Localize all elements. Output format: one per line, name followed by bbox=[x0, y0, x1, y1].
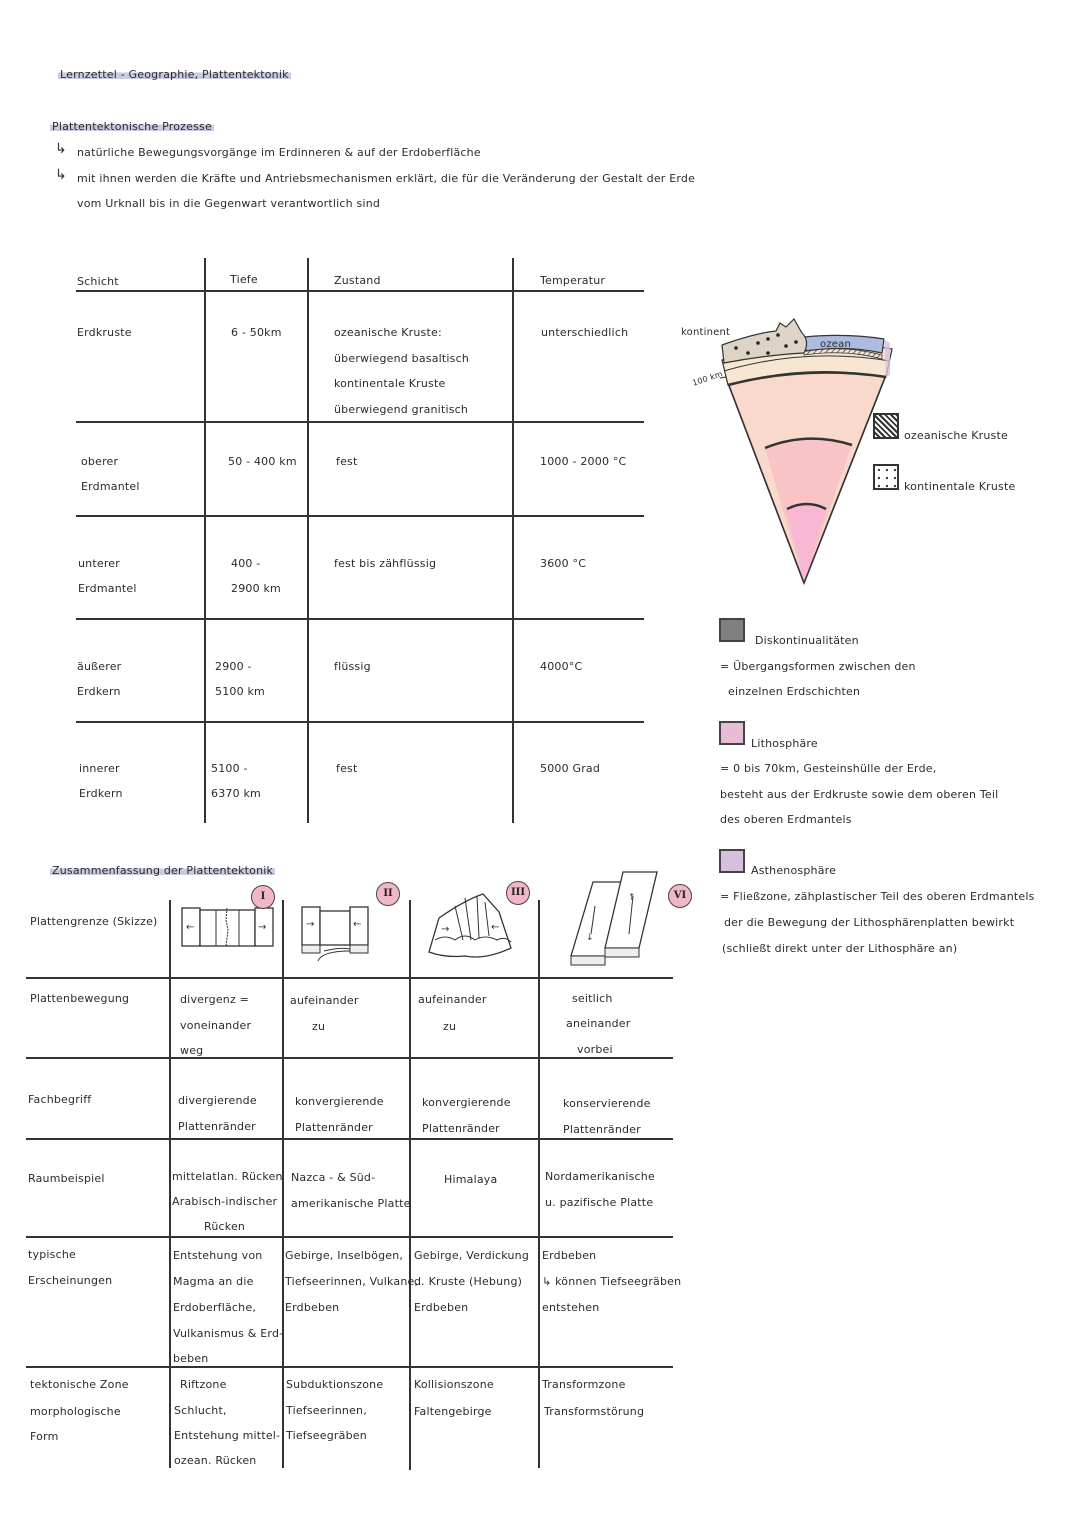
table-cell: aneinander bbox=[566, 1017, 631, 1030]
section-heading-summary: Zusammenfassung der Plattentektonik bbox=[52, 864, 274, 877]
earth-layers-diagram bbox=[676, 315, 906, 590]
table-cell: Erdbeben bbox=[542, 1249, 597, 1262]
column-header-zustand: Zustand bbox=[334, 274, 381, 287]
table-cell: Erdbeben bbox=[285, 1301, 340, 1314]
table-cell: Entstehung mittel- bbox=[174, 1429, 281, 1442]
table-cell: amerikanische Platte bbox=[291, 1197, 411, 1210]
svg-text:→: → bbox=[306, 919, 315, 930]
table-cell: 400 - bbox=[231, 557, 261, 570]
row-label: tektonische Zone bbox=[30, 1378, 129, 1391]
table-cell: entstehen bbox=[542, 1301, 600, 1314]
table-cell: Riftzone bbox=[180, 1378, 227, 1391]
table-cell: überwiegend granitisch bbox=[334, 403, 469, 416]
label-depth: 100 km bbox=[691, 369, 724, 388]
table-cell: 4000°C bbox=[540, 660, 583, 673]
table-cell: fest bis zähflüssig bbox=[334, 557, 437, 570]
legend-title-discontinuity: Diskontinualitäten bbox=[755, 634, 859, 647]
roman-numeral-badge: II bbox=[376, 882, 400, 906]
table-cell: Nazca - & Süd- bbox=[291, 1171, 376, 1184]
svg-text:→: → bbox=[441, 924, 450, 935]
table-cell: Arabisch-indischer bbox=[172, 1195, 278, 1208]
row-label: Raumbeispiel bbox=[28, 1172, 105, 1185]
legend-title-lithosphere: Lithosphäre bbox=[751, 737, 818, 750]
column-header-tiefe: Tiefe bbox=[230, 273, 258, 286]
table-cell: 2900 - bbox=[215, 660, 252, 673]
legend-text: (schließt direkt unter der Lithosphäre an) bbox=[722, 942, 958, 955]
table-cell: kontinentale Kruste bbox=[334, 377, 446, 390]
table-cell: ozeanische Kruste: bbox=[334, 326, 442, 339]
arrow-return-icon: ↳ bbox=[55, 167, 67, 183]
table-cell: Faltengebirge bbox=[414, 1405, 492, 1418]
table-cell: vorbei bbox=[577, 1043, 613, 1056]
table-cell: mittelatlan. Rücken bbox=[172, 1170, 283, 1183]
table-cell: Erdmantel bbox=[78, 582, 137, 595]
row-label: typische bbox=[28, 1248, 76, 1261]
hatched-swatch-icon bbox=[873, 413, 899, 439]
table-cell: Gebirge, Inselbögen, bbox=[285, 1249, 404, 1262]
row-label: Erscheinungen bbox=[28, 1274, 113, 1287]
table-cell: Magma an die bbox=[173, 1275, 254, 1288]
table-cell: Subduktionszone bbox=[286, 1378, 384, 1391]
table-cell: 5100 km bbox=[215, 685, 265, 698]
table-cell: Rücken bbox=[204, 1220, 246, 1233]
svg-text:→: → bbox=[258, 922, 267, 933]
table-cell: Kollisionszone bbox=[414, 1378, 494, 1391]
row-label: morphologische bbox=[30, 1405, 121, 1418]
table-cell: Erdmantel bbox=[81, 480, 140, 493]
legend-text: = Übergangsformen zwischen den bbox=[720, 660, 916, 673]
page-title: Lernzettel - Geographie, Plattentektonik bbox=[60, 68, 289, 81]
legend-text: besteht aus der Erdkruste sowie dem oberen Teil bbox=[720, 788, 999, 801]
convergent-subduction-sketch bbox=[300, 903, 375, 963]
table-cell: Vulkanismus & Erd- bbox=[173, 1327, 284, 1340]
table-cell: Plattenränder bbox=[563, 1123, 641, 1136]
table-cell: Tiefseerinnen, Vulkane, bbox=[285, 1275, 419, 1288]
table-cell: weg bbox=[180, 1044, 204, 1057]
table-cell: seitlich bbox=[572, 992, 613, 1005]
table-cell: konvergierende bbox=[295, 1095, 384, 1108]
table-cell: 1000 - 2000 °C bbox=[540, 455, 627, 468]
table-cell: unterschiedlich bbox=[541, 326, 629, 339]
table-cell: 3600 °C bbox=[540, 557, 587, 570]
table-cell: Schlucht, bbox=[174, 1404, 227, 1417]
column-header-schicht: Schicht bbox=[77, 275, 119, 288]
table-cell: ozean. Rücken bbox=[174, 1454, 257, 1467]
legend-text: des oberen Erdmantels bbox=[720, 813, 852, 826]
label-ozean: ozean bbox=[820, 339, 851, 350]
column-header-temperatur: Temperatur bbox=[540, 274, 606, 287]
table-cell: Erdbeben bbox=[414, 1301, 469, 1314]
table-cell: Entstehung von bbox=[173, 1249, 263, 1262]
table-cell: Erdkruste bbox=[77, 326, 132, 339]
table-cell: voneinander bbox=[180, 1019, 252, 1032]
table-cell: u. pazifische Platte bbox=[545, 1196, 654, 1209]
table-cell: 50 - 400 km bbox=[228, 455, 297, 468]
table-cell: innerer bbox=[79, 762, 120, 775]
legend-continental-crust: kontinentale Kruste bbox=[904, 480, 1016, 493]
table-cell: aufeinander bbox=[418, 993, 487, 1006]
table-cell: 6 - 50km bbox=[231, 326, 282, 339]
roman-numeral-badge: I bbox=[251, 885, 275, 909]
roman-numeral-badge: VI bbox=[668, 884, 692, 908]
section-heading-processes: Plattentektonische Prozesse bbox=[52, 120, 212, 133]
roman-numeral-badge: III bbox=[506, 881, 530, 905]
svg-text:←: ← bbox=[186, 922, 195, 933]
table-cell: Nordamerikanische bbox=[545, 1170, 655, 1183]
table-cell: Plattenränder bbox=[295, 1121, 373, 1134]
discontinuity-swatch-icon bbox=[719, 618, 745, 642]
table-cell: 5000 Grad bbox=[540, 762, 601, 775]
table-cell: Himalaya bbox=[444, 1173, 498, 1186]
table-cell: divergierende bbox=[178, 1094, 257, 1107]
lithosphere-swatch-icon bbox=[719, 721, 745, 745]
table-cell: flüssig bbox=[334, 660, 371, 673]
collision-mountain-sketch bbox=[425, 890, 515, 960]
table-cell: Tiefseegräben bbox=[286, 1429, 367, 1442]
row-label: Form bbox=[30, 1430, 59, 1443]
table-cell: fest bbox=[336, 455, 358, 468]
table-cell: d. Kruste (Hebung) bbox=[414, 1275, 523, 1288]
svg-text:↑: ↑ bbox=[628, 893, 636, 903]
table-cell: Erdkern bbox=[79, 787, 123, 800]
table-cell: zu bbox=[312, 1020, 326, 1033]
intro-bullet-2: mit ihnen werden die Kräfte und Antriebsmechanismen erklärt, die für die Veränderung der Gestalt der Erde bbox=[77, 172, 696, 185]
transform-fault-sketch bbox=[565, 868, 665, 968]
table-cell: divergenz = bbox=[180, 993, 250, 1006]
table-cell: konservierende bbox=[563, 1097, 651, 1110]
table-cell: 2900 km bbox=[231, 582, 281, 595]
intro-bullet-2-cont: vom Urknall bis in die Gegenwart verantwortlich sind bbox=[77, 197, 381, 210]
row-label: Plattenbewegung bbox=[30, 992, 130, 1005]
table-cell: ↳ können Tiefseegräben bbox=[542, 1275, 682, 1288]
table-cell: zu bbox=[443, 1020, 457, 1033]
legend-text: der die Bewegung der Lithosphärenplatten bewirkt bbox=[724, 916, 1015, 929]
table-cell: konvergierende bbox=[422, 1096, 511, 1109]
table-cell: beben bbox=[173, 1352, 209, 1365]
table-cell: fest bbox=[336, 762, 358, 775]
arrow-return-icon: ↳ bbox=[55, 141, 67, 157]
legend-text: einzelnen Erdschichten bbox=[728, 685, 861, 698]
table-cell: Tiefseerinnen, bbox=[286, 1404, 367, 1417]
table-cell: 6370 km bbox=[211, 787, 261, 800]
table-cell: Transformstörung bbox=[544, 1405, 645, 1418]
dotted-swatch-icon bbox=[873, 464, 899, 490]
table-cell: Erdoberfläche, bbox=[173, 1301, 257, 1314]
table-cell: Transformzone bbox=[542, 1378, 626, 1391]
svg-text:↓: ↓ bbox=[586, 933, 594, 943]
svg-text:←: ← bbox=[491, 922, 500, 933]
table-cell: Erdkern bbox=[77, 685, 121, 698]
table-cell: aufeinander bbox=[290, 994, 359, 1007]
table-cell: 5100 - bbox=[211, 762, 248, 775]
legend-oceanic-crust: ozeanische Kruste bbox=[904, 429, 1008, 442]
legend-title-asthenosphere: Asthenosphäre bbox=[751, 864, 837, 877]
legend-text: = Fließzone, zähplastischer Teil des oberen Erdmantels bbox=[720, 890, 1035, 903]
asthenosphere-swatch-icon bbox=[719, 849, 745, 873]
legend-text: = 0 bis 70km, Gesteinshülle der Erde, bbox=[720, 762, 937, 775]
row-label: Fachbegriff bbox=[28, 1093, 92, 1106]
row-label-sketch: Plattengrenze (Skizze) bbox=[30, 915, 158, 928]
table-cell: äußerer bbox=[77, 660, 122, 673]
table-cell: Plattenränder bbox=[178, 1120, 256, 1133]
table-cell: unterer bbox=[78, 557, 120, 570]
svg-text:←: ← bbox=[353, 919, 362, 930]
label-kontinent: kontinent bbox=[681, 327, 731, 338]
table-cell: überwiegend basaltisch bbox=[334, 352, 470, 365]
table-cell: Plattenränder bbox=[422, 1122, 500, 1135]
intro-bullet-1: natürliche Bewegungsvorgänge im Erdinneren & auf der Erdoberfläche bbox=[77, 146, 481, 159]
table-cell: Gebirge, Verdickung bbox=[414, 1249, 530, 1262]
table-cell: oberer bbox=[81, 455, 119, 468]
